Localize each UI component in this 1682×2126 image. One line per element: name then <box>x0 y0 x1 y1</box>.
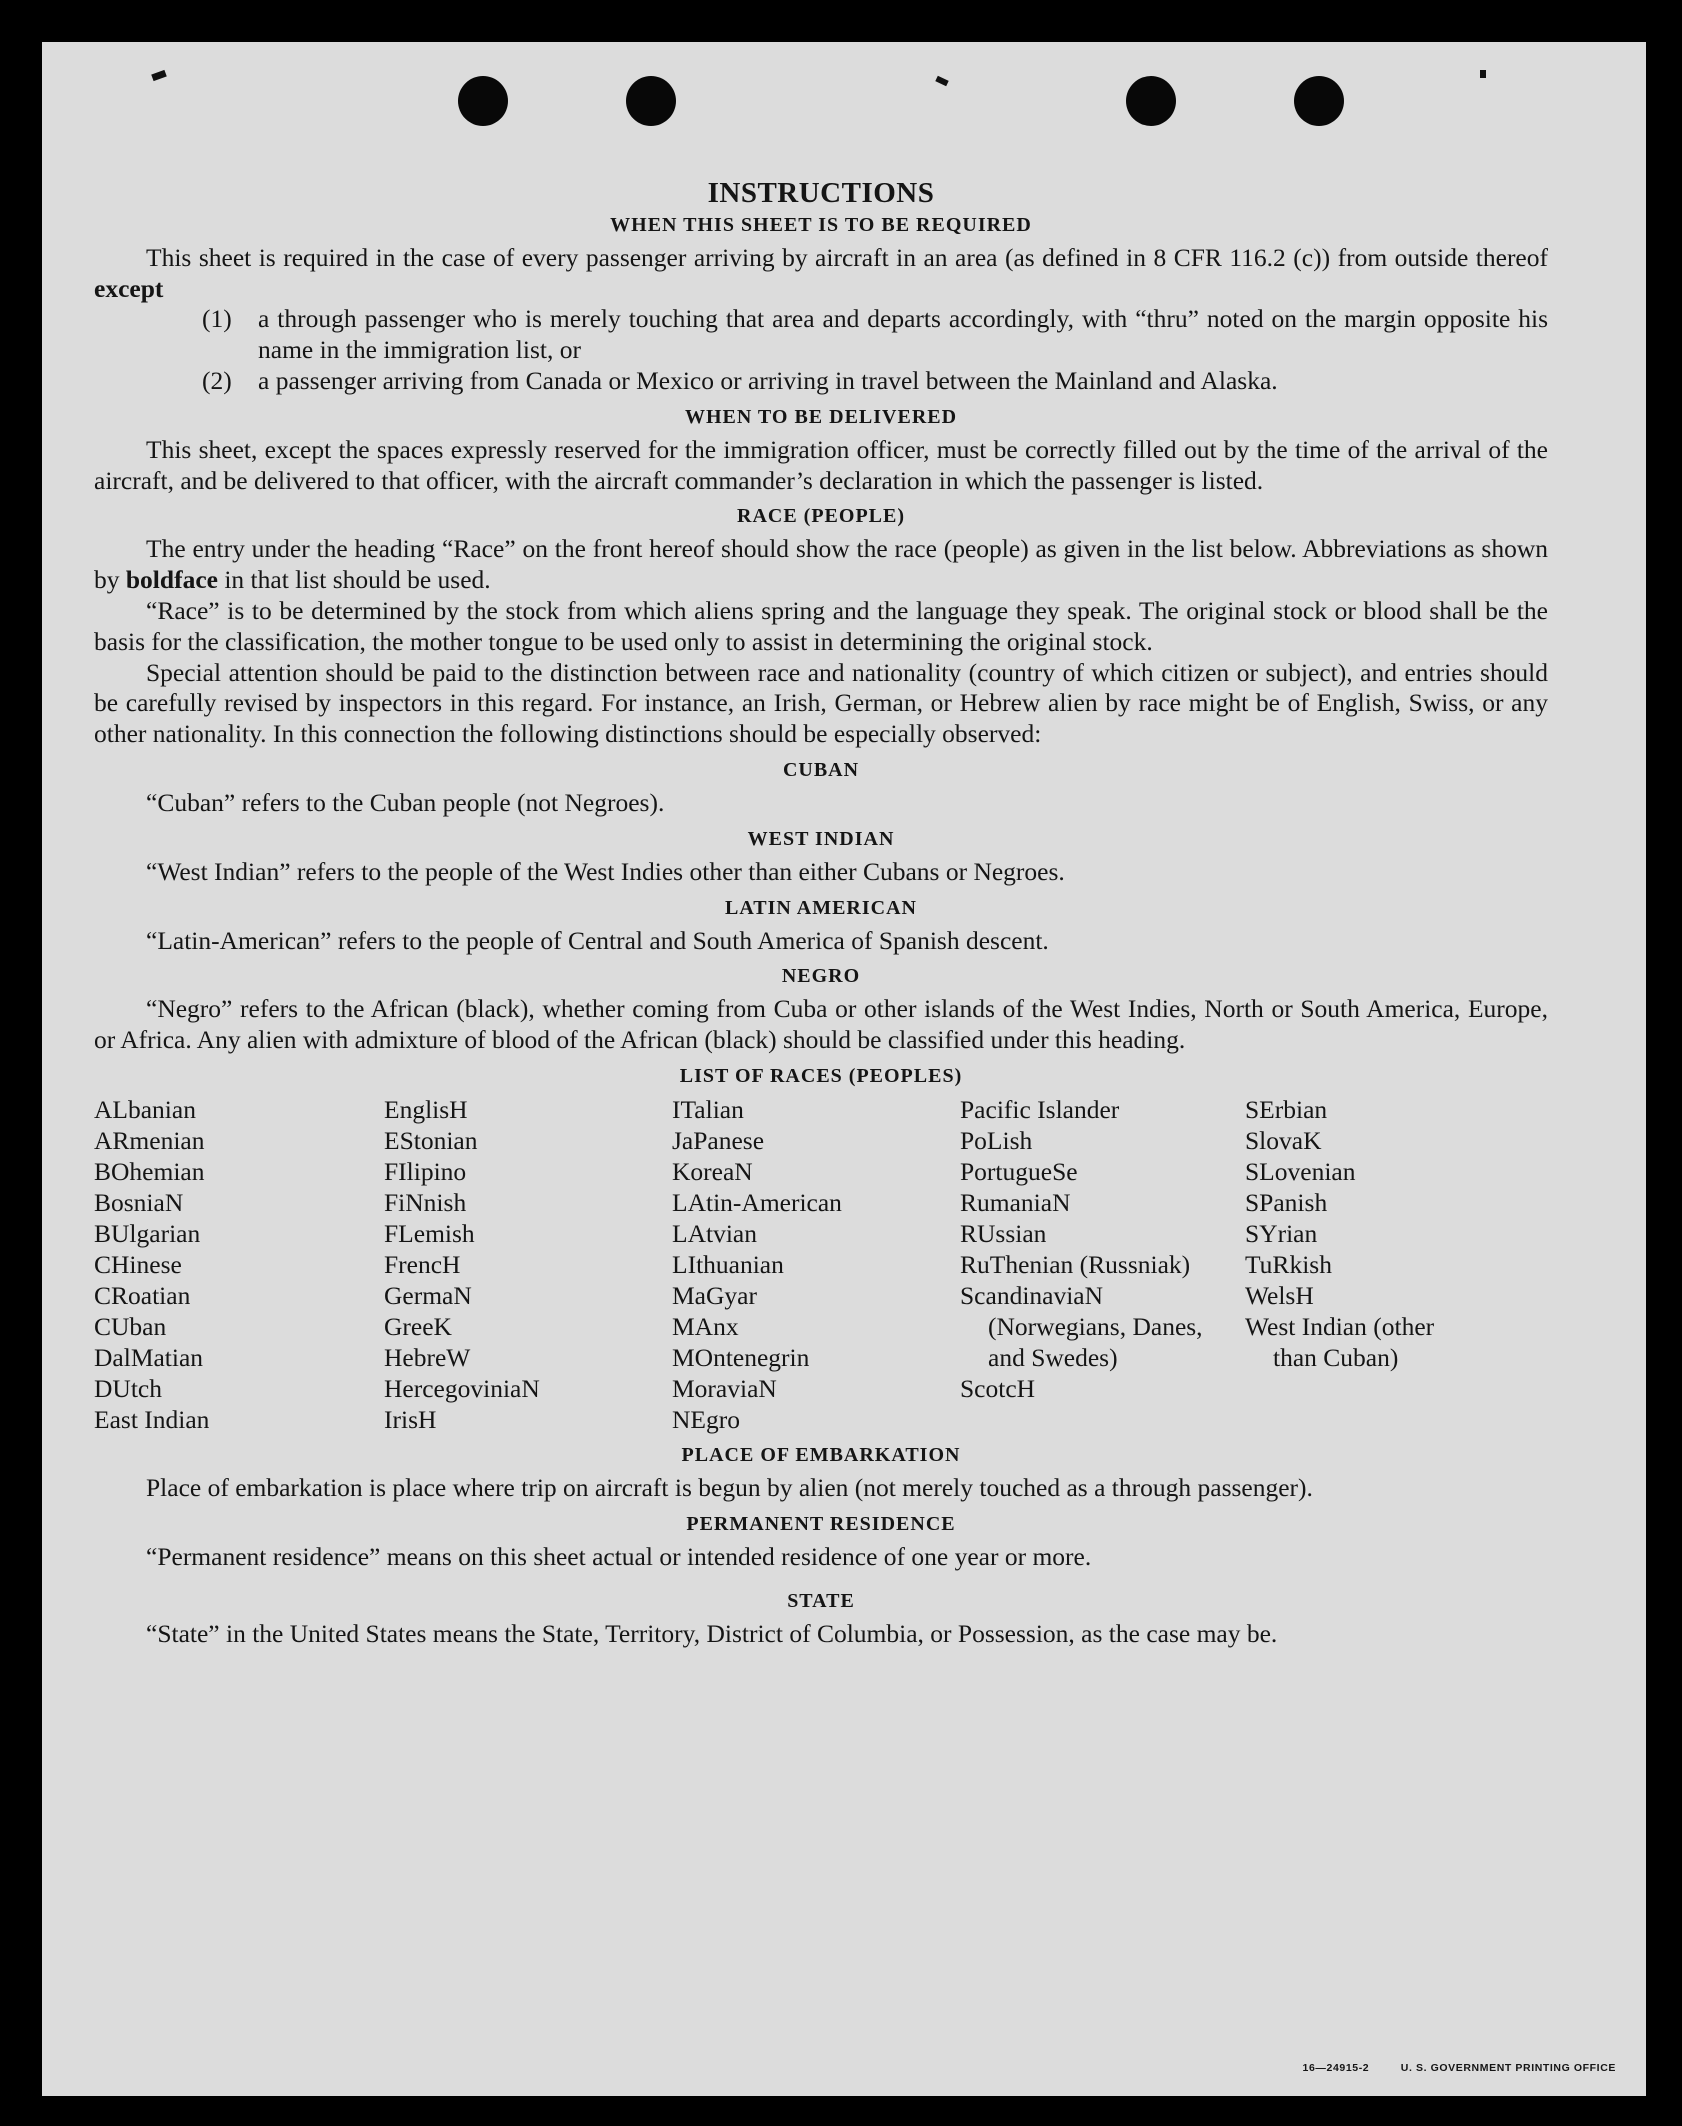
race-item: IrisH <box>384 1404 437 1434</box>
race-item: MOntenegrin <box>672 1342 810 1372</box>
paragraph-text: The entry under the heading “Race” on the front hereof should show the race (people) as given in the list below. Abbreviations as shown by <box>94 534 1548 595</box>
races-column <box>94 1094 384 1435</box>
race-item: CUban <box>94 1311 167 1341</box>
paragraph: This sheet, except the spaces expressly reserved for the immigration officer, must be correctly filled out by the time of the arrival of the aircraft, and be delivered to that officer, with the aircraft commander’s declaration in which the passenger is listed. <box>94 434 1548 495</box>
race-item: FIlipino <box>384 1156 467 1186</box>
race-item: RumaniaN <box>960 1187 1071 1217</box>
list-item-text: a through passenger who is merely touching that area and departs accordingly, with “thru” noted on the margin opposite his name in the immigration list, or <box>258 304 1548 365</box>
race-item: HebreW <box>384 1342 471 1372</box>
race-item: CHinese <box>94 1249 182 1279</box>
race-item: EStonian <box>384 1125 478 1155</box>
list-item-number: (1) <box>202 304 232 334</box>
list-item <box>94 366 1548 397</box>
form-code: 16—24915-2 <box>1302 2062 1370 2074</box>
emphasis-text: boldface <box>125 565 218 595</box>
race-item: MaGyar <box>672 1280 757 1310</box>
document-page <box>42 42 1646 2096</box>
section-heading: PLACE OF EMBARKATION <box>681 1443 961 1466</box>
punch-hole <box>458 76 508 126</box>
race-item: LAtin-American <box>672 1187 842 1217</box>
race-item: EnglisH <box>384 1094 468 1124</box>
race-item: NEgro <box>672 1404 740 1434</box>
punch-hole <box>626 76 676 126</box>
race-item: FLemish <box>384 1218 475 1248</box>
race-item: ALbanian <box>94 1094 196 1124</box>
race-item: CRoatian <box>94 1280 191 1310</box>
race-item: PoLish <box>960 1125 1033 1155</box>
race-item: ITalian <box>672 1094 744 1124</box>
paragraph: “State” in the United States means the State, Territory, District of Columbia, or Possession, as the case may be. <box>146 1618 1278 1648</box>
paragraph: Special attention should be paid to the distinction between race and nationality (country of which citizen or subject), and entries should be carefully revised by inspectors in this regard. For instance, an Irish, German, or Hebrew alien by race might be of English, Swiss, or any other nationality. In this connection the following distinctions should be especially observed: <box>94 657 1548 749</box>
race-item: MoraviaN <box>672 1373 777 1403</box>
races-column <box>672 1094 960 1435</box>
page-title: INSTRUCTIONS <box>707 177 935 209</box>
race-item: HercegoviniaN <box>384 1373 540 1403</box>
race-item: SErbian <box>1245 1094 1328 1124</box>
list-item <box>94 304 1548 366</box>
race-item: MAnx <box>672 1311 739 1341</box>
paragraph: “Cuban” refers to the Cuban people (not Negroes). <box>146 787 665 817</box>
race-item: DalMatian <box>94 1342 204 1372</box>
race-item: BosniaN <box>94 1187 184 1217</box>
race-item: SlovaK <box>1245 1125 1322 1155</box>
race-item: RUssian <box>960 1218 1047 1248</box>
paragraph: “Permanent residence” means on this sheet actual or intended residence of one year or more. <box>146 1541 1092 1571</box>
paragraph: “Race” is to be determined by the stock from which aliens spring and the language they speak. The original stock or blood shall be the basis for the classification, the mother tongue to be used only to assist in determining the original stock. <box>94 595 1548 656</box>
races-column <box>384 1094 672 1435</box>
print-footer <box>1303 2062 1616 2074</box>
paragraph-text: This sheet is required in the case of every passenger arriving by aircraft in an area (as defined in 8 CFR 116.2 (c)) from outside thereof <box>146 242 1548 272</box>
race-item: SPanish <box>1245 1187 1328 1217</box>
race-item: GermaN <box>384 1280 472 1310</box>
paper-speck <box>935 76 948 87</box>
race-item: LIthuanian <box>672 1249 784 1279</box>
section-heading: PERMANENT RESIDENCE <box>686 1512 956 1535</box>
race-item: ScotcH <box>960 1373 1036 1403</box>
punch-hole <box>1126 76 1176 126</box>
instructions-body <box>94 178 1548 1649</box>
race-item: FrencH <box>384 1249 461 1279</box>
section-heading: RACE (PEOPLE) <box>737 505 905 528</box>
section-heading: WHEN THIS SHEET IS TO BE REQUIRED <box>610 213 1032 236</box>
race-item: LAtvian <box>672 1218 757 1248</box>
race-item: SLovenian <box>1245 1156 1356 1186</box>
list-item-text: a passenger arriving from Canada or Mexico or arriving in travel between the Mainland and Alaska. <box>258 365 1278 395</box>
race-item: West Indian (other than Cuban) <box>1245 1311 1435 1372</box>
race-item: KoreaN <box>672 1156 753 1186</box>
race-item: RuThenian (Russniak) <box>960 1249 1191 1279</box>
paragraph: “West Indian” refers to the people of the West Indies other than either Cubans or Negroes. <box>146 856 1065 886</box>
section-heading: LATIN AMERICAN <box>725 896 917 919</box>
paragraph: Place of embarkation is place where trip on aircraft is begun by alien (not merely touched as a through passenger). <box>146 1472 1313 1502</box>
race-item: PortugueSe <box>960 1156 1078 1186</box>
list-item-number: (2) <box>202 365 232 395</box>
races-column <box>1245 1094 1445 1435</box>
race-item: BOhemian <box>94 1156 205 1186</box>
paper-speck <box>151 70 167 81</box>
race-item: WelsH <box>1245 1280 1314 1310</box>
paragraph-text: in that list should be used. <box>224 565 491 595</box>
races-column <box>960 1094 1245 1435</box>
paragraph: “Negro” refers to the African (black), whether coming from Cuba or other islands of the West Indies, North or South America, Europe, or Africa. Any alien with admixture of blood of the African (black) should be classified under this heading. <box>94 994 1548 1055</box>
race-item: Pacific Islander <box>960 1094 1120 1124</box>
section-heading: STATE <box>787 1589 855 1612</box>
section-heading: WEST INDIAN <box>747 827 895 850</box>
paragraph: “Latin-American” refers to the people of Central and South America of Spanish descent. <box>146 925 1049 955</box>
section-heading: LIST OF RACES (PEOPLES) <box>679 1064 963 1087</box>
race-item: East Indian <box>94 1404 210 1434</box>
section-heading: CUBAN <box>782 758 860 781</box>
race-item: TuRkish <box>1245 1249 1332 1279</box>
races-table <box>94 1094 1548 1435</box>
race-item: ScandinaviaN (Norwegians, Danes, and Swedes) <box>960 1280 1203 1372</box>
race-item: GreeK <box>384 1311 452 1341</box>
paragraph <box>94 243 1548 305</box>
race-item: FiNnish <box>384 1187 467 1217</box>
printer-imprint: U. S. GOVERNMENT PRINTING OFFICE <box>1400 2062 1616 2074</box>
section-heading: NEGRO <box>781 965 861 988</box>
race-item: DUtch <box>94 1373 162 1403</box>
paragraph <box>94 534 1548 596</box>
race-item: BUlgarian <box>94 1218 201 1248</box>
race-item: SYrian <box>1245 1218 1318 1248</box>
race-item: JaPanese <box>672 1125 765 1155</box>
punch-hole <box>1294 76 1344 126</box>
race-item: ARmenian <box>94 1125 205 1155</box>
emphasis-text: except <box>94 273 164 303</box>
paper-speck <box>1480 70 1486 78</box>
section-heading: WHEN TO BE DELIVERED <box>684 405 958 428</box>
